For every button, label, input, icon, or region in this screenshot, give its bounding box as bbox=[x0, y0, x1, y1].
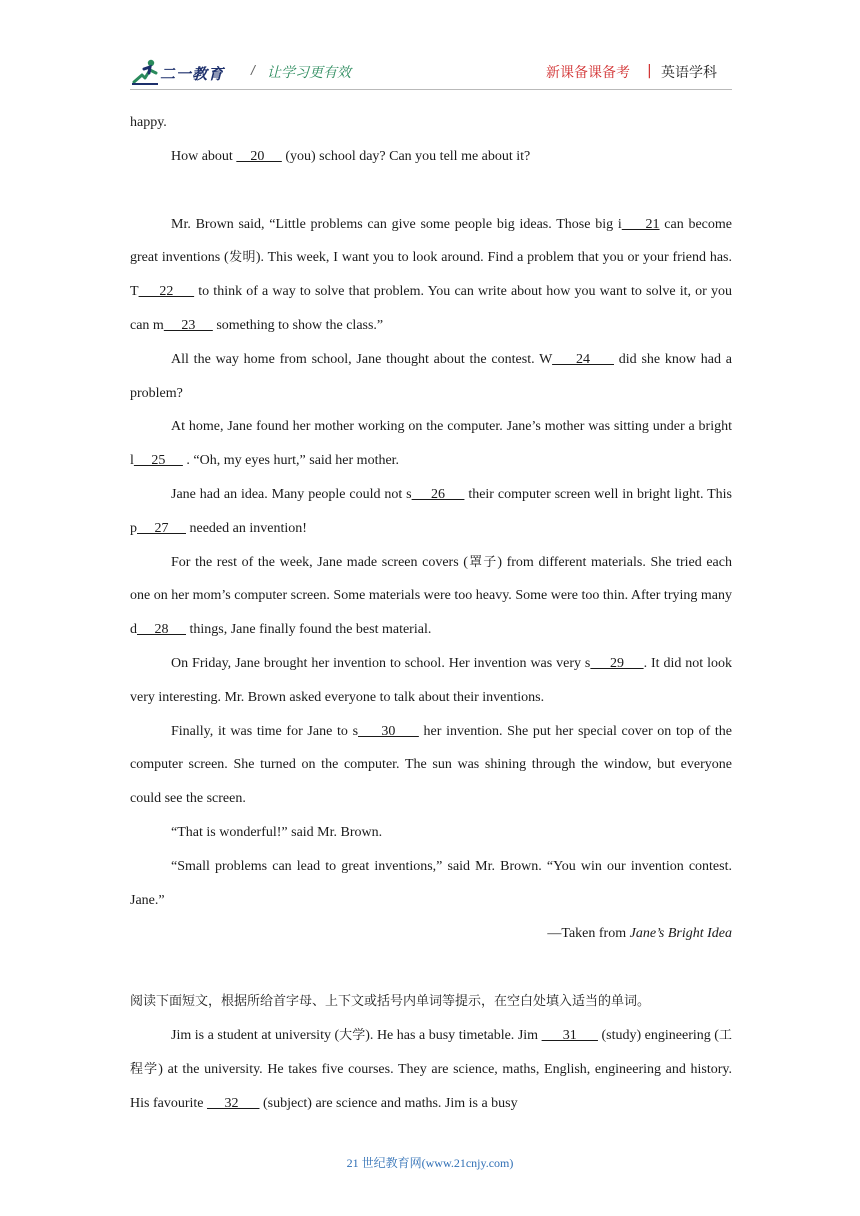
blank-22: 22 bbox=[138, 284, 195, 300]
blank-26: 26 bbox=[411, 486, 465, 502]
paragraph bbox=[130, 1019, 732, 1120]
text-run: things, Jane finally found the best material. bbox=[186, 622, 432, 638]
text-run: 发明 bbox=[228, 250, 256, 266]
paragraph bbox=[130, 715, 732, 816]
text-run: 罩子 bbox=[467, 554, 498, 570]
text-run: Finally, it was time for Jane to s bbox=[171, 723, 359, 739]
text-run: (study) engineering ( bbox=[597, 1027, 719, 1043]
text-run: 大学 bbox=[339, 1027, 366, 1043]
blank-27: 27 bbox=[137, 520, 186, 536]
text-run: Jane had an idea. Many people could not s bbox=[171, 486, 412, 502]
text-run: her invention. She put her special cover on top of the computer screen. She turned on the computer. The sun was shining through the window, but everyone could see the screen. bbox=[130, 723, 733, 807]
page-header bbox=[130, 56, 732, 92]
blank-20: 20 bbox=[236, 148, 282, 164]
text-run: ) at the university. He takes five courses. They are science, maths, English, engineering and history. His favourite bbox=[130, 1061, 732, 1111]
text-run: . It did not look very interesting. Mr. Brown asked everyone to talk about their inventions. bbox=[130, 655, 732, 705]
instruction bbox=[130, 985, 732, 1019]
text-run: 工程学 bbox=[130, 1027, 732, 1077]
text-run: happy. bbox=[130, 115, 167, 130]
text-run: “Small problems can lead to great inventions,” said Mr. Brown. “You win our invention contest. Jane.” bbox=[130, 858, 732, 908]
text-run: For the rest of the week, Jane made screen covers ( bbox=[171, 554, 468, 570]
paragraph bbox=[130, 208, 732, 343]
blank-23: 23 bbox=[163, 317, 213, 333]
text-run: How about bbox=[171, 148, 237, 164]
paragraph bbox=[130, 140, 732, 174]
text-run: 阅读下面短文，根据所给首字母、上下文或括号内单词等提示，在空白处填入适当的单词。 bbox=[130, 994, 651, 1010]
text-run: ). He has a busy timetable. Jim bbox=[365, 1027, 542, 1043]
text-run: “That is wonderful!” said Mr. Brown. bbox=[171, 824, 383, 840]
text-run: (you) school day? Can you tell me about it? bbox=[281, 148, 531, 164]
blank-24: 24 bbox=[552, 351, 614, 367]
text-run: something to show the class.” bbox=[212, 317, 384, 333]
text-run: can become great inventions ( bbox=[130, 216, 732, 266]
blank-28: 28 bbox=[137, 622, 186, 638]
spacer bbox=[130, 174, 732, 208]
paragraph bbox=[130, 343, 732, 411]
blank-32: 32 bbox=[206, 1095, 260, 1111]
text-run: to think of a way to solve that problem. You can write about how you want to solve it, or you can m bbox=[130, 284, 733, 333]
document-body bbox=[130, 106, 732, 1120]
text-run: At home, Jane found her mother working on the computer. Jane’s mother was sitting under a bright l bbox=[130, 419, 732, 469]
logo-text: 二一教育 bbox=[160, 66, 225, 83]
blank-30: 30 bbox=[358, 723, 419, 739]
text-run: All the way home from school, Jane thought about the contest. W bbox=[171, 351, 553, 367]
paragraph bbox=[130, 546, 732, 647]
text-run: . “Oh, my eyes hurt,” said her mother. bbox=[182, 453, 400, 469]
text-run: ) from different materials. She tried each one on her mom’s computer screen. Some materials were too heavy. Some were too thin. After trying many d bbox=[130, 554, 732, 638]
paragraph bbox=[130, 647, 732, 715]
text-run: needed an invention! bbox=[186, 520, 307, 536]
blank-25: 25 bbox=[133, 453, 183, 469]
paragraph bbox=[130, 850, 732, 918]
text-run: did she know had a problem? bbox=[130, 351, 733, 401]
text-run: Jane’s Bright Idea bbox=[629, 926, 732, 942]
slogan: 让学习更有效 bbox=[267, 65, 351, 81]
text-run: their computer screen well in bright light. This p bbox=[130, 486, 733, 536]
page-footer: 21 世纪教育网(www.21cnjy.com) bbox=[346, 1156, 514, 1170]
paragraph bbox=[130, 478, 732, 546]
logo bbox=[130, 56, 240, 88]
blank-29: 29 bbox=[590, 655, 644, 671]
source-citation bbox=[130, 917, 732, 951]
text-run: ). This week, I want you to look around. Find a problem that you or your friend has. T bbox=[130, 250, 732, 300]
course-label: 新课备课备考 bbox=[546, 65, 630, 81]
text-run: (subject) are science and maths. Jim is a busy bbox=[259, 1095, 518, 1111]
spacer bbox=[130, 951, 732, 985]
paragraph bbox=[130, 816, 732, 850]
text-run: On Friday, Jane brought her invention to school. Her invention was very s bbox=[171, 655, 591, 671]
header-divider: | bbox=[647, 63, 652, 79]
text-run: Mr. Brown said, “Little problems can give some people big ideas. Those big i bbox=[171, 216, 622, 232]
blank-31: 31 bbox=[541, 1027, 598, 1043]
text-run: Jim is a student at university ( bbox=[171, 1027, 340, 1043]
runner-logo-icon bbox=[130, 58, 160, 86]
slogan-separator: / bbox=[251, 62, 255, 78]
blank-21: 21 bbox=[621, 216, 660, 232]
paragraph bbox=[130, 410, 732, 478]
subject-label: 英语学科 bbox=[661, 65, 717, 81]
text-run: —Taken from bbox=[547, 926, 630, 942]
header-rule bbox=[130, 89, 732, 90]
paragraph bbox=[130, 106, 732, 140]
